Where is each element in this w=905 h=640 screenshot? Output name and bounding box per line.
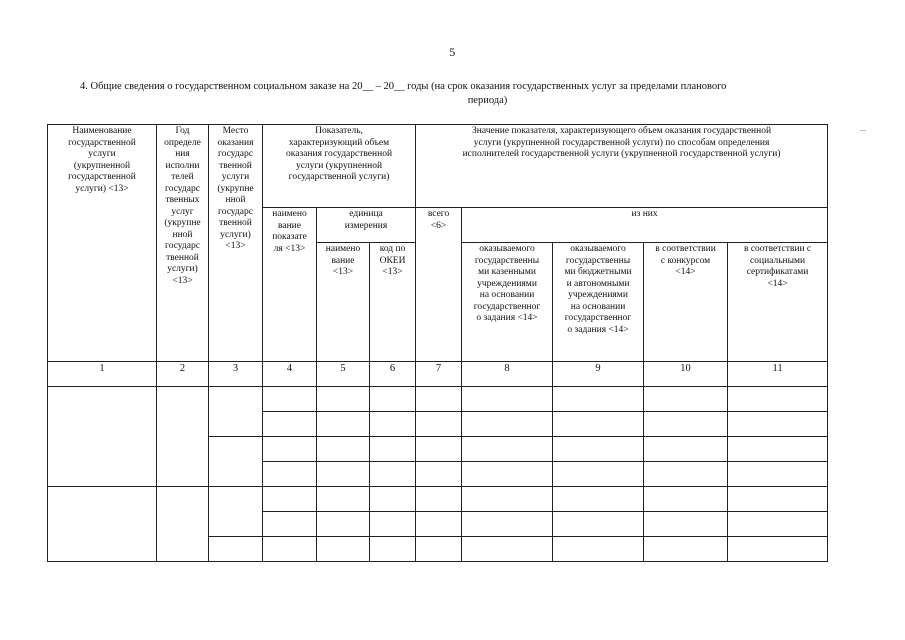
table-cell [317, 412, 370, 437]
cell-place [209, 387, 263, 437]
header-value-group: Значение показателя, характеризующего объем оказания государственной услуги (укрупненной государственной услуги) по способам определения исполнителей государственной услуги (укрупненной государственной услуги) [416, 125, 828, 208]
table-cell [553, 387, 644, 412]
table-cell [263, 512, 317, 537]
table-cell [462, 512, 553, 537]
table-cell [416, 462, 462, 487]
table-cell [370, 462, 416, 487]
table-cell [728, 487, 828, 512]
table-cell [263, 412, 317, 437]
header-indicator-name: наимено вание показате ля <13> [263, 208, 317, 362]
table-cell [462, 437, 553, 462]
table-cell [644, 462, 728, 487]
table-cell [644, 437, 728, 462]
table-cell [553, 512, 644, 537]
table-cell [644, 412, 728, 437]
table-cell [728, 412, 828, 437]
header-year: Год определе ния исполни телей государс твенных услуг (укрупне нной государс твенной услуги) <13> [157, 125, 209, 362]
table-cell [416, 487, 462, 512]
table-cell [644, 487, 728, 512]
table-cell [416, 437, 462, 462]
cell-place [209, 537, 263, 562]
cell-service-name [48, 387, 157, 487]
table-cell [370, 412, 416, 437]
header-by-competition: в соответствии с конкурсом <14> [644, 243, 728, 362]
table-cell [263, 487, 317, 512]
table-cell [728, 537, 828, 562]
table-cell [416, 512, 462, 537]
header-place: Место оказания государс твенной услуги (укрупне нной государс твенной услуги) <13> [209, 125, 263, 362]
column-number: 1 [48, 362, 157, 387]
table-cell [416, 412, 462, 437]
table-cell [644, 537, 728, 562]
column-number: 3 [209, 362, 263, 387]
header-total: всего <6> [416, 208, 462, 362]
table-cell [317, 387, 370, 412]
table-cell [728, 512, 828, 537]
column-number: 6 [370, 362, 416, 387]
table-cell [728, 462, 828, 487]
table-cell [263, 437, 317, 462]
column-number: 8 [462, 362, 553, 387]
table-cell [644, 387, 728, 412]
table-cell [462, 537, 553, 562]
table-cell [370, 437, 416, 462]
table-cell [370, 487, 416, 512]
cell-service-name [48, 487, 157, 562]
header-by-certificates: в соответствии с социальными сертификатами <14> [728, 243, 828, 362]
table-row [48, 487, 828, 512]
table-cell [728, 437, 828, 462]
table-cell [317, 437, 370, 462]
table-cell [370, 512, 416, 537]
table-cell [462, 412, 553, 437]
cell-year [157, 387, 209, 487]
column-number: 5 [317, 362, 370, 387]
table-cell [462, 487, 553, 512]
header-service-name: Наименование государственной услуги (укрупненной государственной услуги) <13> [48, 125, 157, 362]
cell-year [157, 487, 209, 562]
table-cell [370, 387, 416, 412]
column-number: 10 [644, 362, 728, 387]
table-cell [553, 412, 644, 437]
table-cell [553, 487, 644, 512]
scan-mark [860, 130, 866, 131]
table-cell [553, 437, 644, 462]
table-cell [263, 462, 317, 487]
table-cell [728, 387, 828, 412]
section-heading-line-2: периода) [467, 95, 508, 106]
table-cell [263, 537, 317, 562]
header-unit-code: код по ОКЕИ <13> [370, 243, 416, 362]
table-row [48, 387, 828, 412]
table-cell [317, 462, 370, 487]
table-cell [462, 387, 553, 412]
header-budget-institutions: оказываемого государственны ми бюджетными и автономными учреждениями на основании государственног о задания <14> [553, 243, 644, 362]
table-cell [317, 487, 370, 512]
table-cell [317, 537, 370, 562]
table-cell [462, 462, 553, 487]
column-number: 11 [728, 362, 828, 387]
cell-place [209, 487, 263, 537]
column-number: 4 [263, 362, 317, 387]
header-of-them: из них [462, 208, 828, 243]
header-unit-group: единица измерения [317, 208, 416, 243]
social-order-table [47, 124, 828, 562]
column-number: 2 [157, 362, 209, 387]
header-indicator-group: Показатель, характеризующий объем оказания государственной услуги (укрупненной государственной услуги) [263, 125, 416, 208]
cell-place [209, 437, 263, 487]
table-cell [416, 537, 462, 562]
header-unit-name: наимено вание <13> [317, 243, 370, 362]
section-heading [80, 80, 825, 108]
table-cell [644, 512, 728, 537]
column-numbers-row [48, 362, 828, 387]
table-cell [263, 387, 317, 412]
table-cell [553, 537, 644, 562]
column-number: 9 [553, 362, 644, 387]
section-heading-line-1: 4. Общие сведения о государственном социальном заказе на 20__ – 20__ годы (на срок оказания государственных услуг за пределами планового [80, 81, 727, 92]
table-cell [370, 537, 416, 562]
page-number: 5 [449, 45, 456, 59]
table-cell [553, 462, 644, 487]
table-cell [416, 387, 462, 412]
column-number: 7 [416, 362, 462, 387]
header-state-institutions: оказываемого государственны ми казенными учреждениями на основании государственног о задания <14> [462, 243, 553, 362]
table-cell [317, 512, 370, 537]
